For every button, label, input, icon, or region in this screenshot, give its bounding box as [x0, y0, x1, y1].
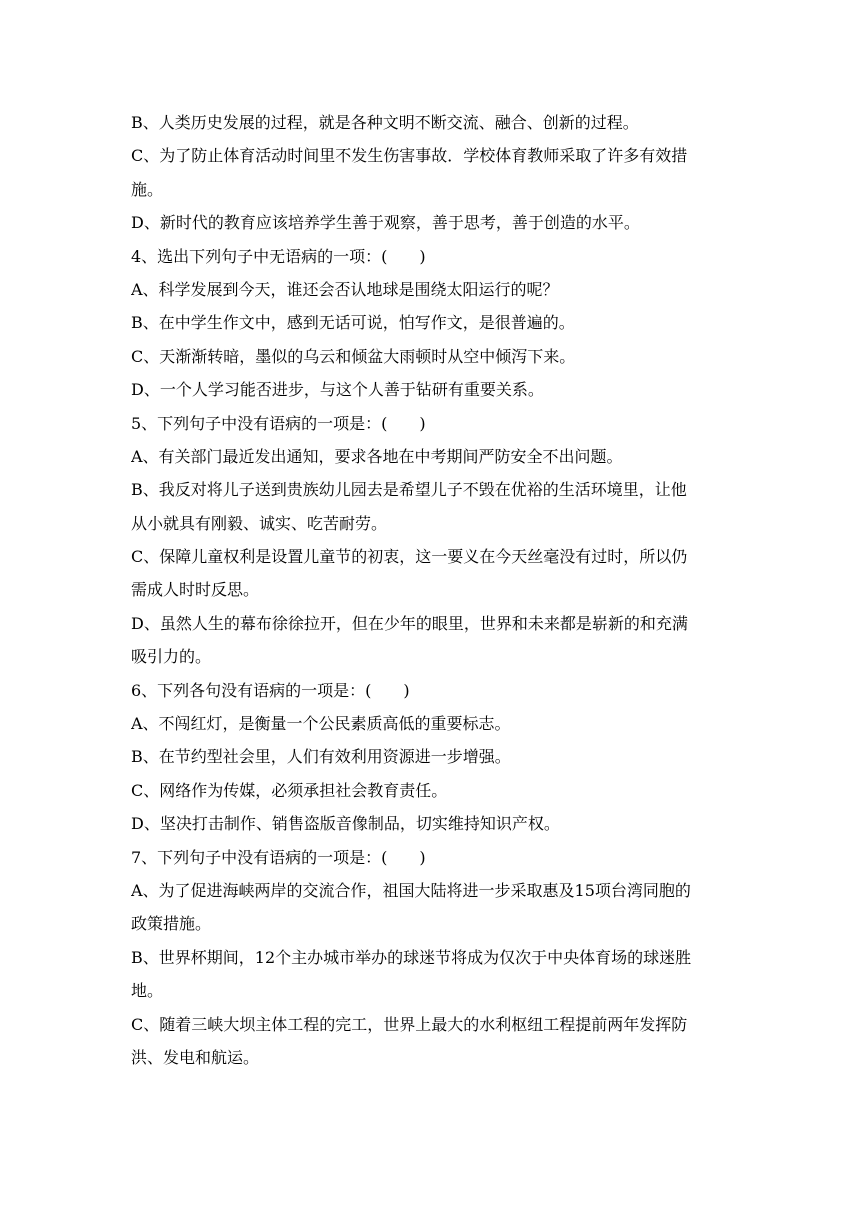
- text-line: 政策措施。: [131, 914, 212, 934]
- text-line: C、天渐渐转暗，墨似的乌云和倾盆大雨顿时从空中倾泻下来。: [131, 346, 576, 366]
- text-line: B、在中学生作文中，感到无话可说，怕写作文，是很普遍的。: [131, 313, 575, 333]
- text-line: A、不闯红灯，是衡量一个公民素质高低的重要标志。: [131, 714, 511, 734]
- text-line: D、坚决打击制作、销售盗版音像制品，切实维持知识产权。: [131, 814, 560, 834]
- text-line: C、为了防止体育活动时间里不发生伤害事故．学校体育教师采取了许多有效措: [131, 146, 688, 166]
- text-line: 洪、发电和航运。: [131, 1047, 260, 1067]
- text-line: 从小就具有刚毅、诚实、吃苦耐劳。: [131, 513, 388, 533]
- text-line: 施。: [131, 179, 164, 199]
- document-body: [131, 106, 733, 1074]
- question-heading: 5、下列句子中没有语病的一项是：( ): [131, 413, 426, 433]
- text-line: A、科学发展到今天，谁还会否认地球是围绕太阳运行的呢？: [131, 279, 559, 299]
- question-heading: 7、下列句子中没有语病的一项是：( ): [131, 847, 426, 867]
- text-line: B、人类历史发展的过程，就是各种文明不断交流、融合、创新的过程。: [131, 113, 639, 132]
- text-line: C、保障儿童权利是设置儿童节的初衷，这一要义在今天丝毫没有过时，所以仍: [131, 547, 688, 567]
- text-line: 需成人时时反思。: [131, 580, 260, 600]
- text-line: B、世界杯期间，12个主办城市举办的球迷节将成为仅次于中央体育场的球迷胜: [131, 947, 692, 967]
- text-line: C、随着三峡大坝主体工程的完工，世界上最大的水利枢纽工程提前两年发挥防: [131, 1014, 688, 1034]
- text-line: D、一个人学习能否进步，与这个人善于钻研有重要关系。: [131, 380, 544, 400]
- question-heading: 4、选出下列句子中无语病的一项：( ): [131, 246, 426, 266]
- text-line: D、新时代的教育应该培养学生善于观察，善于思考，善于创造的水平。: [131, 213, 640, 233]
- text-line: A、有关部门最近发出通知，要求各地在中考期间严防安全不出问题。: [131, 446, 623, 466]
- text-line: 吸引力的。: [131, 647, 212, 667]
- text-line: B、我反对将儿子送到贵族幼儿园去是希望儿子不毁在优裕的生活环境里，让他: [131, 480, 687, 500]
- text-line: B、在节约型社会里，人们有效利用资源进一步增强。: [131, 747, 511, 767]
- text-line: A、为了促进海峡两岸的交流合作，祖国大陆将进一步采取惠及15项台湾同胞的: [131, 880, 691, 900]
- question-heading: 6、下列各句没有语病的一项是：( ): [131, 680, 410, 700]
- text-line: C、网络作为传媒，必须承担社会教育责任。: [131, 780, 448, 800]
- text-line: D、虽然人生的幕布徐徐拉开，但在少年的眼里，世界和未来都是崭新的和充满: [131, 613, 688, 633]
- text-line: 地。: [131, 981, 164, 1001]
